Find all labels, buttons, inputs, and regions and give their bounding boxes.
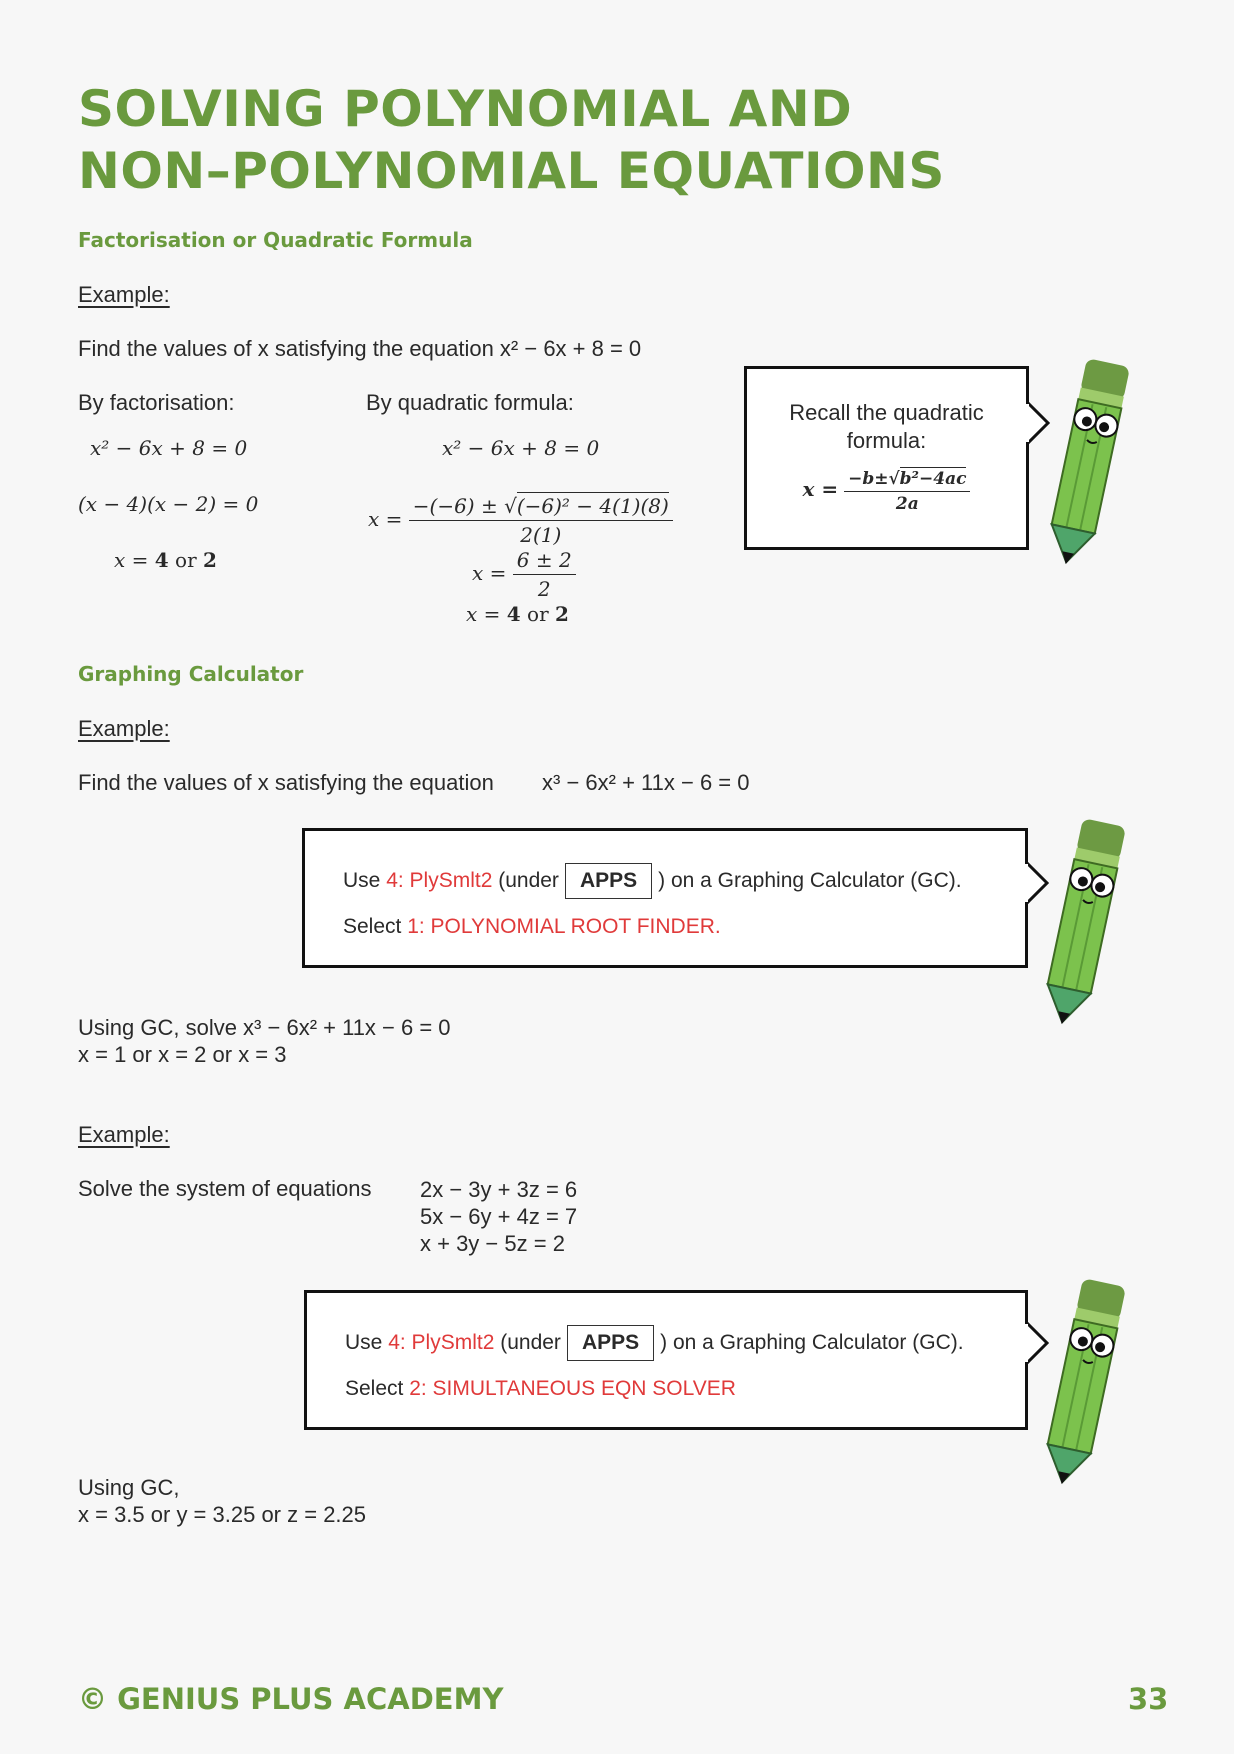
factorisation-eq-1: x² − 6x + 8 = 0 bbox=[90, 436, 248, 460]
page-number: 33 bbox=[1128, 1682, 1169, 1716]
gc-use-line-1: Use 4: PlySmlt2 (under APPS ) on a Graphing Calculator (GC). bbox=[343, 863, 1025, 899]
quadratic-formula-callout bbox=[744, 366, 1029, 550]
system-equation-3: x + 3y − 5z = 2 bbox=[420, 1231, 565, 1256]
example-label-3: Example: bbox=[78, 1122, 170, 1147]
factorisation-heading: By factorisation: bbox=[78, 390, 235, 415]
example-label-1: Example: bbox=[78, 282, 170, 307]
solution-1-line-1: Using GC, solve x³ − 6x² + 11x − 6 = 0 bbox=[78, 1015, 451, 1040]
example-label-2: Example: bbox=[78, 716, 170, 741]
solution-2-line-2: x = 3.5 or y = 3.25 or z = 2.25 bbox=[78, 1502, 367, 1527]
problem-equation-2: x³ − 6x² + 11x − 6 = 0 bbox=[542, 770, 750, 795]
quadratic-simplified: x = $\frac{6 \pm 2}{2}$ bbox=[472, 548, 576, 601]
pencil-mascot-icon bbox=[1036, 814, 1126, 1036]
apps-key-2: APPS bbox=[567, 1325, 654, 1361]
problem-statement-3: Solve the system of equations bbox=[78, 1176, 372, 1201]
factorisation-eq-2: (x − 4)(x − 2) = 0 bbox=[78, 492, 259, 516]
problem-statement-2: Find the values of x satisfying the equation bbox=[78, 770, 494, 795]
quadratic-substitution: x = $\frac{\text{−(−6) ± √(−6)² − 4(1)(8)}}{2(1)}$ bbox=[368, 494, 673, 547]
quadratic-result: x = 4 or 2 bbox=[466, 602, 569, 626]
quadratic-eq-1: x² − 6x + 8 = 0 bbox=[442, 436, 600, 460]
gc-instruction-callout-1 bbox=[302, 828, 1028, 968]
solution-1-line-2: x = 1 or x = 2 or x = 3 bbox=[78, 1042, 287, 1067]
system-equations bbox=[420, 1176, 577, 1257]
quadratic-heading: By quadratic formula: bbox=[366, 390, 574, 415]
pencil-mascot-icon bbox=[1040, 354, 1130, 576]
system-equation-2: 5x − 6y + 4z = 7 bbox=[420, 1204, 578, 1229]
apps-key-1: APPS bbox=[565, 863, 652, 899]
gc-select-line-2: Select 2: SIMULTANEOUS EQN SOLVER bbox=[345, 1377, 736, 1400]
solution-block-2 bbox=[78, 1474, 366, 1528]
factorisation-result: x = 4 or 2 bbox=[114, 548, 217, 572]
pencil-mascot-icon bbox=[1036, 1274, 1126, 1496]
title-line-2: NON–POLYNOMIAL EQUATIONS bbox=[78, 142, 945, 200]
gc-use-line-2: Use 4: PlySmlt2 (under APPS ) on a Graphing Calculator (GC). bbox=[345, 1325, 1025, 1361]
gc-instruction-callout-2 bbox=[304, 1290, 1028, 1430]
footer-copyright: © GENIUS PLUS ACADEMY bbox=[78, 1682, 504, 1716]
solution-2-line-1: Using GC, bbox=[78, 1475, 180, 1500]
callout-text-line-2: formula: bbox=[846, 428, 927, 453]
problem-statement-1: Find the values of x satisfying the equation x² − 6x + 8 = 0 bbox=[78, 336, 642, 361]
gc-select-line-1: Select 1: POLYNOMIAL ROOT FINDER. bbox=[343, 915, 721, 938]
solution-block-1 bbox=[78, 1014, 451, 1068]
system-equation-1: 2x − 3y + 3z = 6 bbox=[420, 1177, 578, 1202]
page-title bbox=[78, 78, 945, 202]
section-heading-factorisation: Factorisation or Quadratic Formula bbox=[78, 228, 473, 252]
title-line-1: SOLVING POLYNOMIAL AND bbox=[78, 80, 853, 138]
callout-text-line-1: Recall the quadratic bbox=[789, 400, 984, 425]
quadratic-formula: x = $\frac{\text{−b±√b²−4ac}}{2a}$ bbox=[747, 469, 1026, 514]
section-heading-graphing-calculator: Graphing Calculator bbox=[78, 662, 304, 686]
